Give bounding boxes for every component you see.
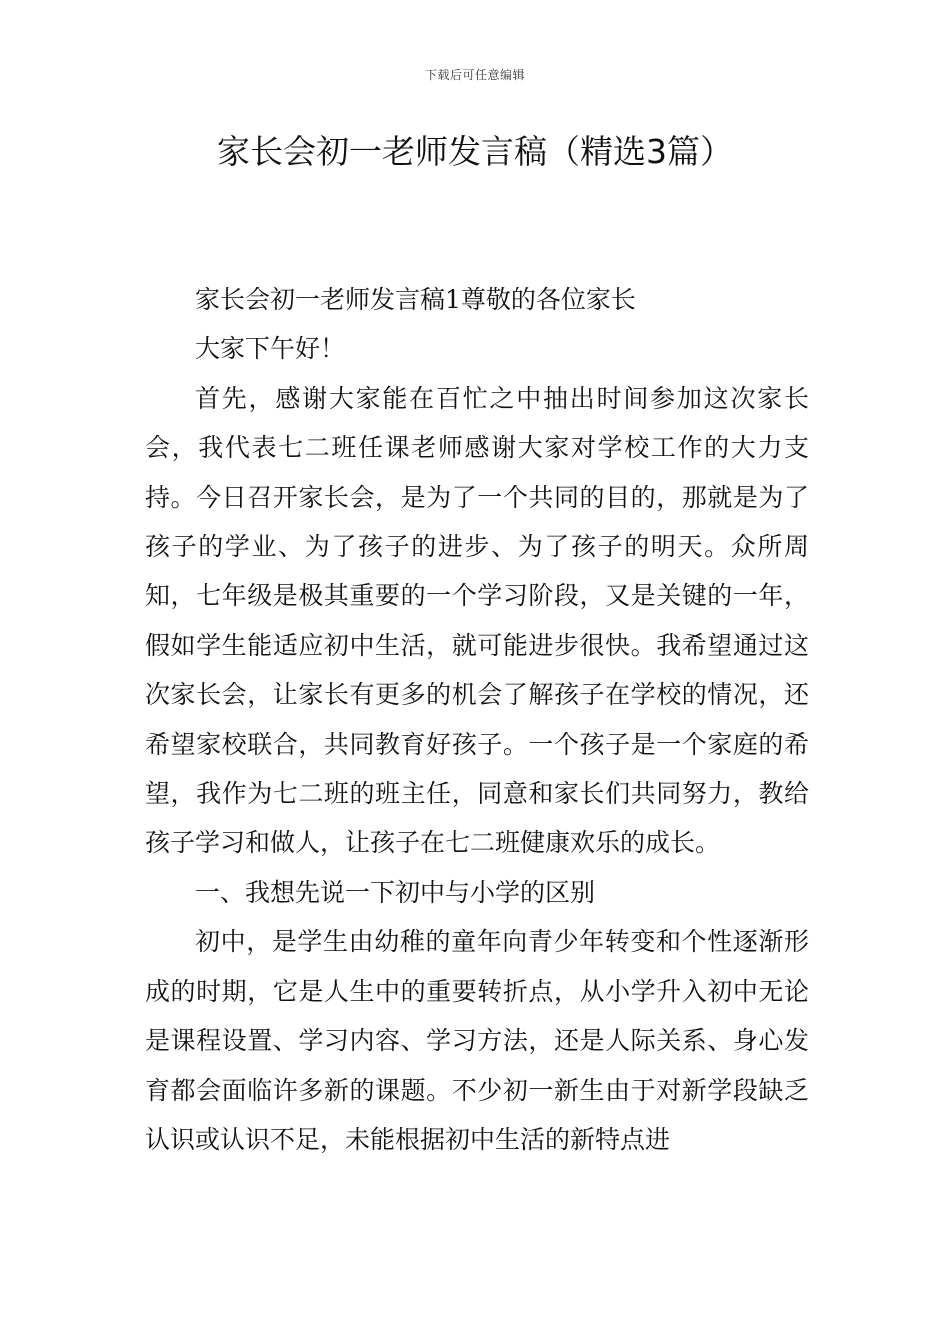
document-body xyxy=(145,275,809,1164)
salutation: 大家下午好！ xyxy=(195,334,346,364)
document-title: 家长会初一老师发言稿（精选3篇） xyxy=(217,132,733,171)
body-paragraph: 初中，是学生由幼稚的童年向青少年转变和个性逐渐形成的时期，它是人生中的重要转折点，从小学升入初中无论是课程设置、学习内容、学习方法，还是人际关系、身心发育都会面临许多新的课题。不少初一新生由于对新学段缺乏认识或认识不足，未能根据初中生活的新特点进 xyxy=(145,927,809,1154)
greeting-heading: 家长会初一老师发言稿1尊敬的各位家长 xyxy=(195,285,636,314)
section-heading: 一、我想先说一下初中与小学的区别 xyxy=(195,877,596,907)
body-paragraph: 首先，感谢大家能在百忙之中抽出时间参加这次家长会，我代表七二班任课老师感谢大家对学校工作的大力支持。今日召开家长会，是为了一个共同的目的，那就是为了孩子的学业、为了孩子的进步、为了孩子的明天。众所周知，七年级是极其重要的一个学习阶段，又是关键的一年，假如学生能适应初中生活，就可能进步很快。我希望通过这次家长会，让家长有更多的机会了解孩子在学校的情况，还希望家校联合，共同教育好孩子。一个孩子是一个家庭的希望，我作为七二班的班主任，同意和家长们共同努力，教给孩子学习和做人，让孩子在七二班健康欢乐的成长。 xyxy=(145,383,809,858)
header-note: 下载后可任意编辑 xyxy=(424,68,525,82)
